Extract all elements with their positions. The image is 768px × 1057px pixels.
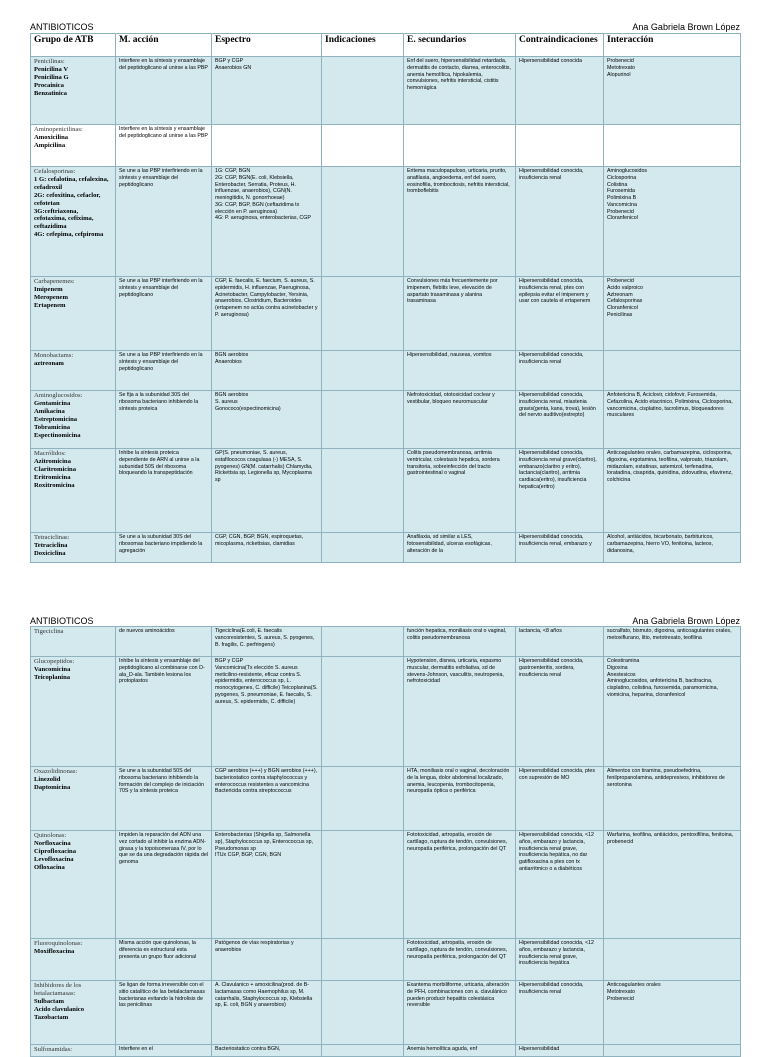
- drug-name: Sulbactam: [34, 997, 65, 1005]
- column-header: Grupo de ATB: [31, 34, 116, 57]
- efectos-cell: HTA, moniliasis oral o vaginal, decoloración de la lengua, dolor abdominal localizado, anemia, leucopenia, trombocitopenia, neuropatía óptica o periférica: [404, 767, 516, 831]
- accion-cell: Impiden la reparación del ADN una vez cortado al inhibir la enzima ADN-girasa y la topoisomerasa IV, por lo que se da una degradación rápida del genoma: [116, 831, 212, 939]
- drug-name: Benzatinica: [34, 89, 67, 97]
- drug-name: 1 G: cefalotina, cefalexina, cefadroxil: [34, 175, 109, 191]
- indicaciones-cell: [322, 767, 404, 831]
- accion-cell: Se fija a la subunidad 30S del ribosoma bacteriano inhibiendo la síntesis proteica: [116, 391, 212, 449]
- efectos-cell: Exantema morbiliforme, urticaria, alteración de PFH, combinaciones con a. clavulánico pueden producir hepatitis colestásica reversible: [404, 981, 516, 1045]
- efectos-cell: Fototoxicidad, artropatía, erosión de cartílago, ruptura de tendón, convulsiones, neuropatía periférica, prolongación del QT: [404, 939, 516, 981]
- indicaciones-cell: [322, 831, 404, 939]
- column-header: Indicaciones: [322, 34, 404, 57]
- accion-cell: Interfiere en la síntesis y ensamblaje del peptidoglicano al unirse a las PBP: [116, 125, 212, 167]
- efectos-cell: Anemia hemolítica aguda, enf: [404, 1045, 516, 1057]
- drug-name: Teicoplanina: [34, 673, 71, 681]
- interaccion-cell: [604, 1045, 741, 1057]
- espectro-cell: CGP, E. faecalis, E. faecium, S. aureus, S. epidermidis, H. influenzae, Paeruginosa, Acinetobacter, Campylobacter, Yersinia, anaerobios, Clostridium, Bacteroides (ertapenem no actúa contra acinetobacter y P. aeruginosa): [212, 277, 322, 351]
- header-title: ANTIBIOTICOS: [30, 22, 94, 32]
- interaccion-cell: Anticoagulantes orales Metotrexato Probenecid: [604, 981, 741, 1045]
- drug-name: Espectinomicina: [34, 431, 81, 439]
- table-body: [31, 57, 741, 563]
- group-cell: [31, 125, 116, 167]
- indicaciones-cell: [322, 533, 404, 563]
- indicaciones-cell: [322, 125, 404, 167]
- interaccion-cell: sucralfato, bismuto, digoxina, anticoagulantes orales, metoxiflurano, litio, metotrexato, teofilina: [604, 627, 741, 657]
- espectro-cell: Tigeciclina(E.coli, E. faecalis vancoresistentes, S. aureus, S. pyogenes, B. fragilis, C. perfringens): [212, 627, 322, 657]
- accion-cell: Inhibe la síntesis proteica dependiente de ARN al unirse a la subunidad 50S del ribosoma bloqueando la transpeptidación: [116, 449, 212, 533]
- drug-name: Tobramicina: [34, 423, 71, 431]
- column-header: Contraindicaciones: [516, 34, 604, 57]
- group-name: Penicilinas:: [34, 58, 65, 65]
- espectro-cell: CGP, CGN, BGP, BGN, espiroquetas, micoplasma, rickettsias, clamidias: [212, 533, 322, 563]
- group-name: Macrólidos:: [34, 450, 66, 457]
- drug-name: Doxiciclina: [34, 549, 66, 557]
- accion-cell: Se une a la subunidad 50S del ribosoma bacteriano inhibiendo la formación del complejo de iniciación 70S y la síntesis proteica: [116, 767, 212, 831]
- contraindicaciones-cell: Hipersensibilidad conocida, insuficiencia renal, embarazo y: [516, 533, 604, 563]
- efectos-cell: Convulsiones más frecuentemente por imipenem, flebitis leve, elevación de aspartato trasaminasa y alanina trasaminasa: [404, 277, 516, 351]
- drug-name: Ampicilina: [34, 141, 66, 149]
- interaccion-cell: [604, 939, 741, 981]
- drug-name: Roxitromicina: [34, 481, 75, 489]
- espectro-cell: CGP aerobios (+++) y BGN aerobios (+++), bacteriostatico contra staphylococcus y enterococcus resistentes a vancomicina Bactericida contra streptococcus: [212, 767, 322, 831]
- group-name: Sulfonamidas:: [34, 1046, 73, 1053]
- contraindicaciones-cell: Hipersensibilidad: [516, 1045, 604, 1057]
- table-row: [31, 125, 741, 167]
- drug-name: Vancomicina: [34, 665, 71, 673]
- group-cell: [31, 391, 116, 449]
- indicaciones-cell: [322, 391, 404, 449]
- drug-name: Azitromicina: [34, 457, 71, 465]
- indicaciones-cell: [322, 351, 404, 391]
- table-row: [31, 767, 741, 831]
- group-name: Cefalosporinas:: [34, 168, 76, 175]
- accion-cell: Se une a la subunidad 30S del ribosomas bacteriano impidiendo la agregación: [116, 533, 212, 563]
- interaccion-cell: Probenecid Metotrexato Alopurinol: [604, 57, 741, 125]
- table-row: [31, 391, 741, 449]
- drug-name: Tazobactam: [34, 1013, 69, 1021]
- group-name: Fluoroquinolonas:: [34, 940, 83, 947]
- group-cell: [31, 831, 116, 939]
- drug-name: Ertapenem: [34, 301, 66, 309]
- table-row: [31, 533, 741, 563]
- efectos-cell: Colitis pseudomembranosa, arritmia ventricular, colestasis hepatica, sordera transitoria, sobreinfección del tracto gastrointestinal o vaginal: [404, 449, 516, 533]
- contraindicaciones-cell: Hipersensibilidad conocida, insuficiencia renal: [516, 167, 604, 277]
- interaccion-cell: [604, 351, 741, 391]
- table-row: [31, 831, 741, 939]
- efectos-cell: Anafilaxia, sd similar a LES, fotosensibilidad, ulceras esofágicas, alteración de la: [404, 533, 516, 563]
- drug-name: Ofloxacina: [34, 863, 65, 871]
- indicaciones-cell: [322, 657, 404, 767]
- group-name: Aminopenicilinas:: [34, 126, 83, 133]
- efectos-cell: [404, 125, 516, 167]
- accion-cell: de nuevos aminoácidos: [116, 627, 212, 657]
- efectos-cell: Enf del suero, hipersensibilidad retardada, dermatitis de contacto, diarrea, enterocolitis, anemia hemolítica, hipokalemia, convulsiones, nefritis intersticial, cistitis hemorrágica: [404, 57, 516, 125]
- contraindicaciones-cell: Hipersensibilidad conocida, <12 años, embarazo y lactancia, insuficiencia renal grave, insuficiencia hepática: [516, 939, 604, 981]
- group-name: Quinolonas:: [34, 832, 67, 839]
- group-name: Tigeciclina: [34, 628, 64, 635]
- drug-name: Ciprofloxacina: [34, 847, 77, 855]
- drug-name: Procainica: [34, 81, 64, 89]
- espectro-cell: Enterobacterias (Shigella sp, Salmonella sp), Staphylococcus sp, Enterococcus sp, Pseudomonas sp ITUx CGP, BGP, CGN, BGN: [212, 831, 322, 939]
- drug-name: Penicilina G: [34, 73, 69, 81]
- accion-cell: Misma acción que quinolonas, la diferencia es estructural esta presenta un grupo fluor adicional: [116, 939, 212, 981]
- group-name: Oxazolidinonas:: [34, 768, 78, 775]
- group-cell: [31, 627, 116, 657]
- group-cell: [31, 277, 116, 351]
- group-cell: [31, 657, 116, 767]
- table-row: [31, 167, 741, 277]
- interaccion-cell: Alcohol, antiácidos, bicarbonato, barbituricos, carbamazepina, hierro VO, fenitoina, lacteos, didanosina,: [604, 533, 741, 563]
- interaccion-cell: [604, 125, 741, 167]
- contraindicaciones-cell: Hipersensibilidad conocida, <12 años, embarazo y lactancia, insuficiencia renal grave, insuficiencia hepática, no dar gatifloxacina a ptes con tx antiarritmico o a diabéticos: [516, 831, 604, 939]
- contraindicaciones-cell: Hipersensibilidad conocida: [516, 57, 604, 125]
- efectos-cell: Fototoxicidad, artropatía, erosión de cartílago, ruptura de tendón, convulsiones, neuropatía periférica, prolongación del QT: [404, 831, 516, 939]
- antibiotics-table-page-2: [30, 626, 741, 1057]
- group-name: Monobactams:: [34, 352, 74, 359]
- table-row: [31, 449, 741, 533]
- group-cell: [31, 351, 116, 391]
- drug-name: Claritromicina: [34, 465, 76, 473]
- drug-name: Norfloxacina: [34, 839, 71, 847]
- indicaciones-cell: [322, 627, 404, 657]
- indicaciones-cell: [322, 981, 404, 1045]
- group-cell: [31, 767, 116, 831]
- interaccion-cell: Anticoagulantes orales, carbamazepina, ciclosporina, digoxina, ergotamina, teofilina, valproato, triazolam, midazolam, estatinas, astemizol, terfenadina, loratadina, cisaprida, quinidina, zidovudina, efavirenz, colchicina: [604, 449, 741, 533]
- drug-name: Daptomicina: [34, 783, 71, 791]
- column-header: Espectro: [212, 34, 322, 57]
- indicaciones-cell: [322, 277, 404, 351]
- espectro-cell: 1G: CGP, BGN 2G: CGP, BGN(E. coli, Klebsiella, Enterobacter, Serratia, Proteus, H. influenzae, anaerobios), CGN(N. meningitidis, N. gonorrhoeae) 3G: CGP, BGP, BGN (ceftazidima tx elección en P. aeruginosa) 4G: P. aeruginosa, enterobacterias, CGP: [212, 167, 322, 277]
- interaccion-cell: Probenecid Acido valproico Aztreonam Cefalosporinas Cloranfenicol Penicilinas: [604, 277, 741, 351]
- group-cell: [31, 533, 116, 563]
- interaccion-cell: Aminoglucosidos Ciclosporina Colistina Furosemida Polimixina B Vancomicina Probenecid Cloranfenicol: [604, 167, 741, 277]
- drug-name: Moxifloxacina: [34, 947, 75, 955]
- group-name: Aminoglucosidos:: [34, 392, 83, 399]
- group-name: Carbapenemes:: [34, 278, 75, 285]
- group-cell: [31, 449, 116, 533]
- drug-name: Gentamicina: [34, 399, 71, 407]
- drug-name: Imipenem: [34, 285, 63, 293]
- contraindicaciones-cell: [516, 125, 604, 167]
- group-cell: [31, 1045, 116, 1057]
- efectos-cell: función hepatica, moniliasis oral o vaginal, colitis pseudomembranosa: [404, 627, 516, 657]
- drug-name: Acido clavulanico: [34, 1005, 85, 1013]
- drug-name: Tetraciclina: [34, 541, 68, 549]
- table-row: [31, 939, 741, 981]
- drug-name: Linezolid: [34, 775, 61, 783]
- efectos-cell: Hypotension, disnea, urticaria, espasmo muscular, dermatitis exfoliativa, sd de stevens-Johnson, vasculitis, neutropenia, nefrotoxicidad: [404, 657, 516, 767]
- contraindicaciones-cell: lactancia, <8 años: [516, 627, 604, 657]
- efectos-cell: Hipersensibilidad, nauseas, vomitos: [404, 351, 516, 391]
- accion-cell: Se une a las PBP interfiriendo en la síntesis y ensamblaje del peptidoglicano: [116, 277, 212, 351]
- group-cell: [31, 981, 116, 1045]
- accion-cell: Se une a las PBP interfiriendo en la síntesis y ensamblaje del peptidoglicano: [116, 351, 212, 391]
- column-header: M. acción: [116, 34, 212, 57]
- indicaciones-cell: [322, 449, 404, 533]
- contraindicaciones-cell: Hipersensibilidad conocida, insuficiencia renal, ptes con epilepsia evitar el imipenem y usar con cautela el ertapenem: [516, 277, 604, 351]
- accion-cell: Interfiere en la síntesis y ensamblaje del peptidoglicano al unirse a las PBP: [116, 57, 212, 125]
- accion-cell: Interfiere en el: [116, 1045, 212, 1057]
- interaccion-cell: Alimentos con tiramina, pseudoefedrina, fenilpropanolamina, antidepresivos, inhibidores de serotonina: [604, 767, 741, 831]
- drug-name: Levofloxacina: [34, 855, 74, 863]
- espectro-cell: GP(S. pneumoniae, S. aureus, estafilococos coagulasa (-) MESA, S. pyogenes) GN(M. catarrhalis) Chlamydia, Rickettsia sp, Legionella sp, Mycoplasma sp: [212, 449, 322, 533]
- interaccion-cell: Colestiramina Digoxina Anestesicos Aminoglucosidos, anfotericina B, bacitracina, cisplatino, colistina, furosemida, paramomicina, viomicina, heparina, cloranfenicol: [604, 657, 741, 767]
- contraindicaciones-cell: Hipersensibilidad conocida, insuficiencia renal, miastenia gravis(genta, kana, trova), lesión del nervio auditivo(estrepto): [516, 391, 604, 449]
- indicaciones-cell: [322, 167, 404, 277]
- group-cell: [31, 167, 116, 277]
- drug-name: 4G: cefepima, cefpiroma: [34, 231, 104, 239]
- contraindicaciones-cell: Hipersensibilidad conocida, insuficiencia renal: [516, 981, 604, 1045]
- drug-name: 3G:ceftriaxona, cefotaxima, cefixima, ceftazidima: [34, 207, 94, 231]
- column-header: E. secundarios: [404, 34, 516, 57]
- contraindicaciones-cell: Hipersensibilidad conocida, ptes con supresión de MO: [516, 767, 604, 831]
- header-author: Ana Gabriela Brown López: [632, 22, 740, 32]
- table-row: [31, 351, 741, 391]
- table-row: [31, 1045, 741, 1057]
- table-body: [31, 627, 741, 1057]
- table-row: [31, 657, 741, 767]
- drug-name: Eritromicina: [34, 473, 71, 481]
- espectro-cell: A. Clavulanico + amoxicilina(prod. de B-lactamasas como Haemophilus sp, M. catarrhalis, Staphylococcus sp, Klebsiella sp, E. coli, BGN y anaerobios): [212, 981, 322, 1045]
- drug-name: Amikacina: [34, 407, 65, 415]
- accion-cell: Se ligan de forma irreversible con el sitio catalítico de las betalactamasas bacterianas evitando la hidrolisis de las penicilinas: [116, 981, 212, 1045]
- group-cell: [31, 57, 116, 125]
- contraindicaciones-cell: Hipersensibilidad conocida, gastroenteritis, sordera, insuficiencia renal: [516, 657, 604, 767]
- table-row: [31, 57, 741, 125]
- table-row: [31, 277, 741, 351]
- espectro-cell: BGN aerobios S. aureus Gonococo(espectinomicina): [212, 391, 322, 449]
- antibiotics-table-page-1: [30, 33, 741, 563]
- group-cell: [31, 939, 116, 981]
- header-title: ANTIBIOTICOS: [30, 616, 94, 626]
- espectro-cell: BGP y CGP Anaerobios GN: [212, 57, 322, 125]
- table-header-row: [31, 34, 741, 57]
- drug-name: aztreonam: [34, 359, 64, 367]
- contraindicaciones-cell: Hipersensibilidad conocida, insuficiencia renal grave(claritro), embarazo(claritro y eritro), lactancia(claritro), arritmia cardiaca(eritro), insuficiencia hepatica(eritro): [516, 449, 604, 533]
- efectos-cell: Eritema maculopapuloso, urticaria, prurito, anafilaxia, angioedema, enf del suero, eosinofilia, trombocitosis, nefritis intersticial, tromboflebitis: [404, 167, 516, 277]
- indicaciones-cell: [322, 939, 404, 981]
- espectro-cell: BGP y CGP Vancomicina(Tx elección S. aureus meticilino-resistente, eficaz contra S. epidermidis, enterococcus sp, L. monocytogenes, C. difficile) Teicoplanina(S. pyogenes, S. pneumoniae, E. faecalis, S. aureus, S. epidermidis, C. difficile): [212, 657, 322, 767]
- interaccion-cell: Anfotericina B, Aciclovir, cidofovir, Furosemida, Cefazolina, Acido etacrinico, Polimixina, Ciclosporina, vancomicina, cisplatino, tacrolimus, bloqueadores musculares: [604, 391, 741, 449]
- espectro-cell: BGN aerobios Anaerobios: [212, 351, 322, 391]
- indicaciones-cell: [322, 1045, 404, 1057]
- group-name: Tetraciclinas:: [34, 534, 70, 541]
- accion-cell: Inhibe la síntesis y ensamblaje del peptidoglicano al combinarse con D-ala_D-ala. También lesiona los protoplastos: [116, 657, 212, 767]
- drug-name: Estreptomicina: [34, 415, 78, 423]
- espectro-cell: [212, 125, 322, 167]
- group-name: Glucopeptidos:: [34, 658, 75, 665]
- accion-cell: Se une a las PBP interfiriendo en la síntesis y ensamblaje del peptidoglicano: [116, 167, 212, 277]
- drug-name: Meropenem: [34, 293, 68, 301]
- header-author: Ana Gabriela Brown López: [632, 616, 740, 626]
- drug-name: Amoxicilina: [34, 133, 69, 141]
- espectro-cell: Bacteriostatico contra BGN,: [212, 1045, 322, 1057]
- column-header: Interacción: [604, 34, 741, 57]
- interaccion-cell: Warfarina, teofilina, antiácidos, pentoxifilina, fenitoina, probenecid: [604, 831, 741, 939]
- efectos-cell: Nefrotoxicidad, ototoxicidad coclear y vestibular, bloqueo neuromuscular: [404, 391, 516, 449]
- indicaciones-cell: [322, 57, 404, 125]
- drug-name: 2G: cefoxitina, cefaclor, cefotetan: [34, 191, 101, 207]
- drug-name: Penicilina V: [34, 65, 69, 73]
- table-row: [31, 981, 741, 1045]
- group-name: Inhibidores de los betalactamasas:: [34, 982, 82, 997]
- table-row: [31, 627, 741, 657]
- contraindicaciones-cell: Hipersensibilidad conocida, insuficiencia renal: [516, 351, 604, 391]
- espectro-cell: Patógenos de vías respiratorias y anaerobios: [212, 939, 322, 981]
